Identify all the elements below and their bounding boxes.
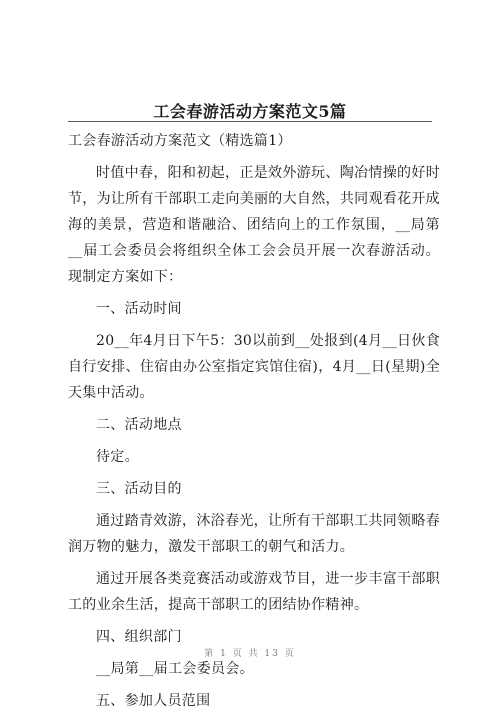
paragraph-activity-location: 待定。 <box>96 449 139 465</box>
heading-activity-time: 一、活动时间 <box>96 301 182 317</box>
document-title: 工会春游活动方案范文5篇 <box>153 102 347 121</box>
document-body <box>68 128 440 720</box>
heading-activity-location: 二、活动地点 <box>96 417 182 433</box>
heading-activity-purpose: 三、活动目的 <box>96 481 182 497</box>
paragraph-purpose-1: 通过踏青效游，沐浴春光，让所有干部职工共同领略春润万物的魅力，激发干部职工的朝气和活力。 <box>68 513 440 555</box>
paragraph-organizer: __局第__届工会委员会。 <box>96 661 254 677</box>
heading-organizer: 四、组织部门 <box>96 629 182 645</box>
heading-participants: 五、参加人员范围 <box>96 693 211 709</box>
intro-paragraph: 时值中春，阳和初起，正是效外游玩、陶冶情操的好时节，为让所有干部职工走向美丽的大自然，共同观看花开成海的美景，营造和谐融洽、团结向上的工作氛围，__局第__届工会委员会将组织全体工会会员开展一次春游活动。现制定方案如下： <box>68 165 440 285</box>
paragraph-activity-time: 20__年4月日下午5：30以前到__处报到(4月__日伙食自行安排、住宿由办公室指定宾馆住宿)，4月__日(星期)全天集中活动。 <box>68 333 440 401</box>
section-subtitle: 工会春游活动方案范文（精选篇1） <box>68 133 292 149</box>
paragraph-purpose-2: 通过开展各类竞赛活动或游戏节目，进一步丰富干部职工的业余生活，提高干部职工的团结协作精神。 <box>68 571 440 613</box>
title-divider <box>68 121 432 122</box>
page-number: 第 1 页 共 13 页 <box>204 649 296 659</box>
